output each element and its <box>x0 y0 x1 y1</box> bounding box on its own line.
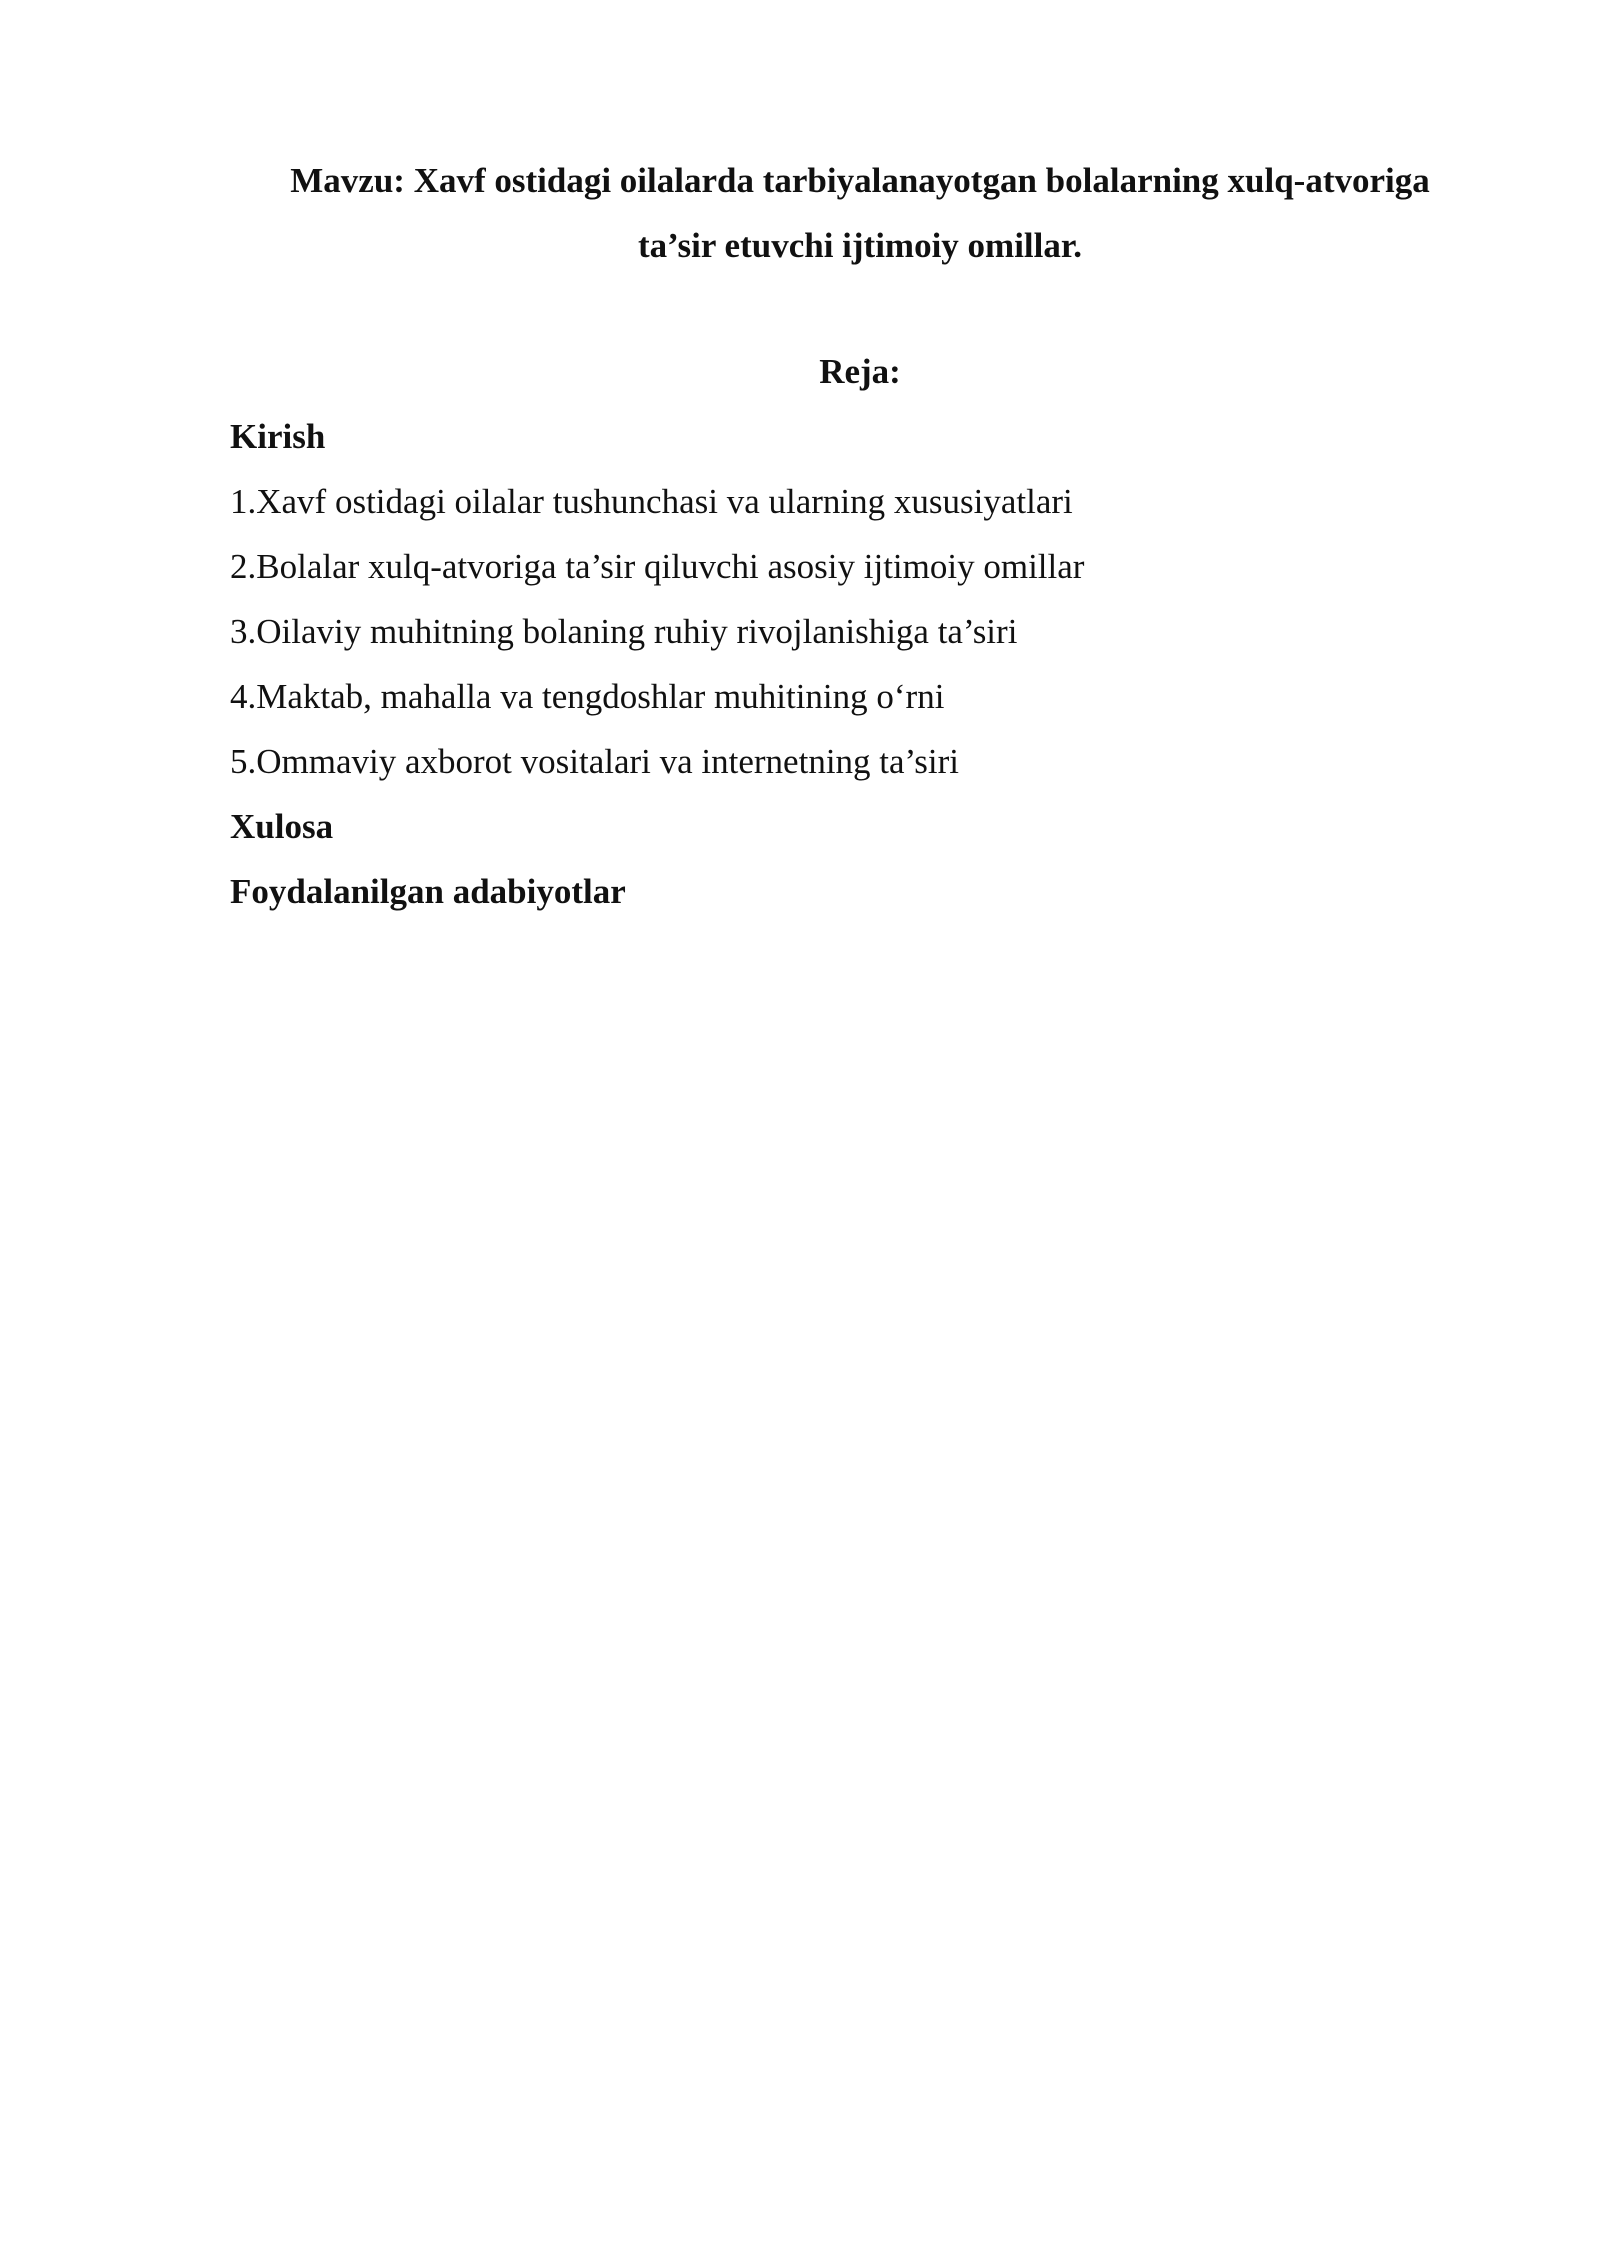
document-title <box>230 148 1490 278</box>
title-line-2: ta’sir etuvchi ijtimoiy omillar. <box>638 226 1082 265</box>
plan-heading: Reja: <box>819 352 901 391</box>
plan-item-5: 5.Ommaviy axborot vositalari va internetning ta’siri <box>230 742 960 781</box>
plan-item-3: 3.Oilaviy muhitning bolaning ruhiy rivojlanishiga ta’siri <box>230 612 1018 651</box>
plan-item-4: 4.Maktab, mahalla va tengdoshlar muhitining o‘rni <box>230 677 945 716</box>
plan-list <box>230 404 1490 924</box>
plan-item-references: Foydalanilgan adabiyotlar <box>230 872 626 911</box>
plan-item-2: 2.Bolalar xulq-atvoriga ta’sir qiluvchi asosiy ijtimoiy omillar <box>230 547 1085 586</box>
plan-item-conclusion: Xulosa <box>230 807 334 846</box>
plan-item-1: 1.Xavf ostidagi oilalar tushunchasi va ularning xususiyatlari <box>230 482 1073 521</box>
plan-item-introduction: Kirish <box>230 417 326 456</box>
title-line-1: Mavzu: Xavf ostidagi oilalarda tarbiyalanayotgan bolalarning xulq-atvoriga <box>290 161 1430 200</box>
